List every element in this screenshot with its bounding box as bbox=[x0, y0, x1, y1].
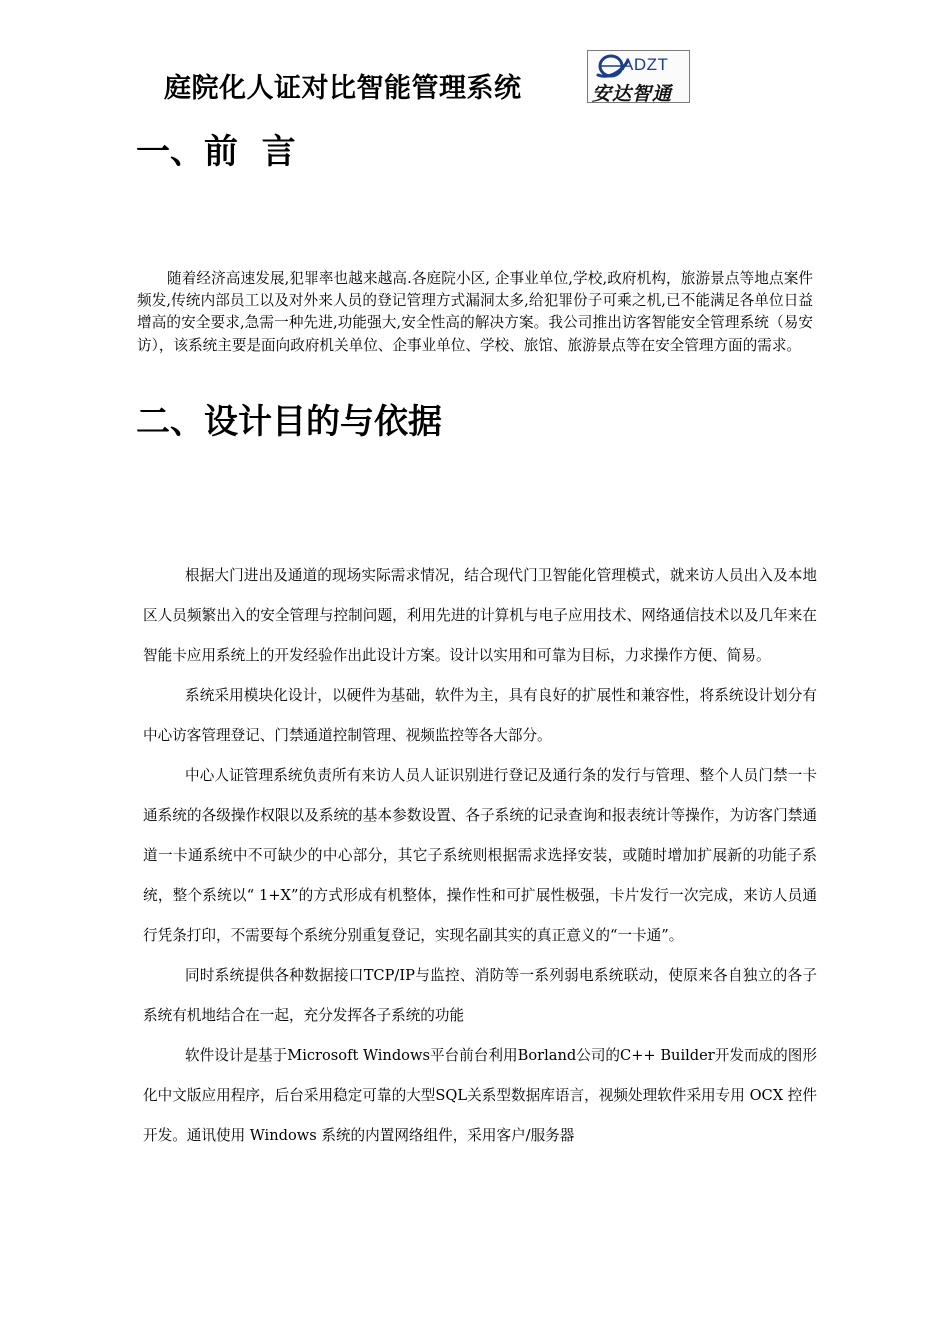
design-purpose-body bbox=[143, 556, 817, 1156]
preface-paragraph: 随着经济高速发展,犯罪率也越来越高.各庭院小区, 企事业单位,学校,政府机构，旅游景点等地点案件频发,传统内部员工以及对外来人员的登记管理方式漏洞太多,给犯罪份子可乘之机,已不能满足各单位日益增高的安全要求,急需一种先进,功能强大,安全性高的解决方案。我公司推出访客智能安全管理系统（易安访），该系统主要是面向政府机关单位、企事业单位、学校、旅馆、旅游景点等在安全管理方面的需求。 bbox=[137, 270, 813, 354]
document-title: 庭院化人证对比智能管理系统 bbox=[164, 73, 522, 104]
company-logo bbox=[587, 50, 690, 103]
section-heading-preface: 一、前 言 bbox=[136, 132, 296, 172]
body-paragraph: 中心人证管理系统负责所有来访人员人证识别进行登记及通行条的发行与管理、整个人员门禁一卡通系统的各级操作权限以及系统的基本参数设置、各子系统的记录查询和报表统计等操作，为访客门禁通道一卡通系统中不可缺少的中心部分，其它子系统则根据需求选择安装，或随时增加扩展新的功能子系统，整个系统以“ 1+X”的方式形成有机整体，操作性和可扩展性极强，卡片发行一次完成，来访人员通行凭条打印，不需要每个系统分别重复登记，实现名副其实的真正意义的“一卡通”。 bbox=[143, 767, 817, 944]
logo-latin-text: ADZT bbox=[622, 55, 669, 74]
body-paragraph: 根据大门进出及通道的现场实际需求情况，结合现代门卫智能化管理模式，就来访人员出入及本地区人员频繁出入的安全管理与控制问题，利用先进的计算机与电子应用技术、网络通信技术以及几年来在智能卡应用系统上的开发经验作出此设计方案。设计以实用和可靠为目标，力求操作方便、简易。 bbox=[143, 567, 817, 664]
body-paragraph: 系统采用模块化设计，以硬件为基础，软件为主，具有良好的扩展性和兼容性，将系统设计划分有中心访客管理登记、门禁通道控制管理、视频监控等各大部分。 bbox=[143, 687, 817, 744]
section-heading-design-purpose: 二、设计目的与依据 bbox=[136, 402, 442, 442]
logo-chinese-text: 安达智通 bbox=[592, 83, 673, 105]
body-paragraph: 同时系统提供各种数据接口TCP/IP与监控、消防等一系列弱电系统联动，使原来各自独立的各子系统有机地结合在一起，充分发挥各子系统的功能 bbox=[143, 967, 817, 1024]
body-paragraph: 软件设计是基于Microsoft Windows平台前台利用Borland公司的C++ Builder开发而成的图形化中文版应用程序，后台采用稳定可靠的大型SQL关系型数据库语言，视频处理软件采用专用 OCX 控件开发。通讯使用 Windows 系统的内置网络组件，采用客户/服务器 bbox=[143, 1047, 817, 1144]
